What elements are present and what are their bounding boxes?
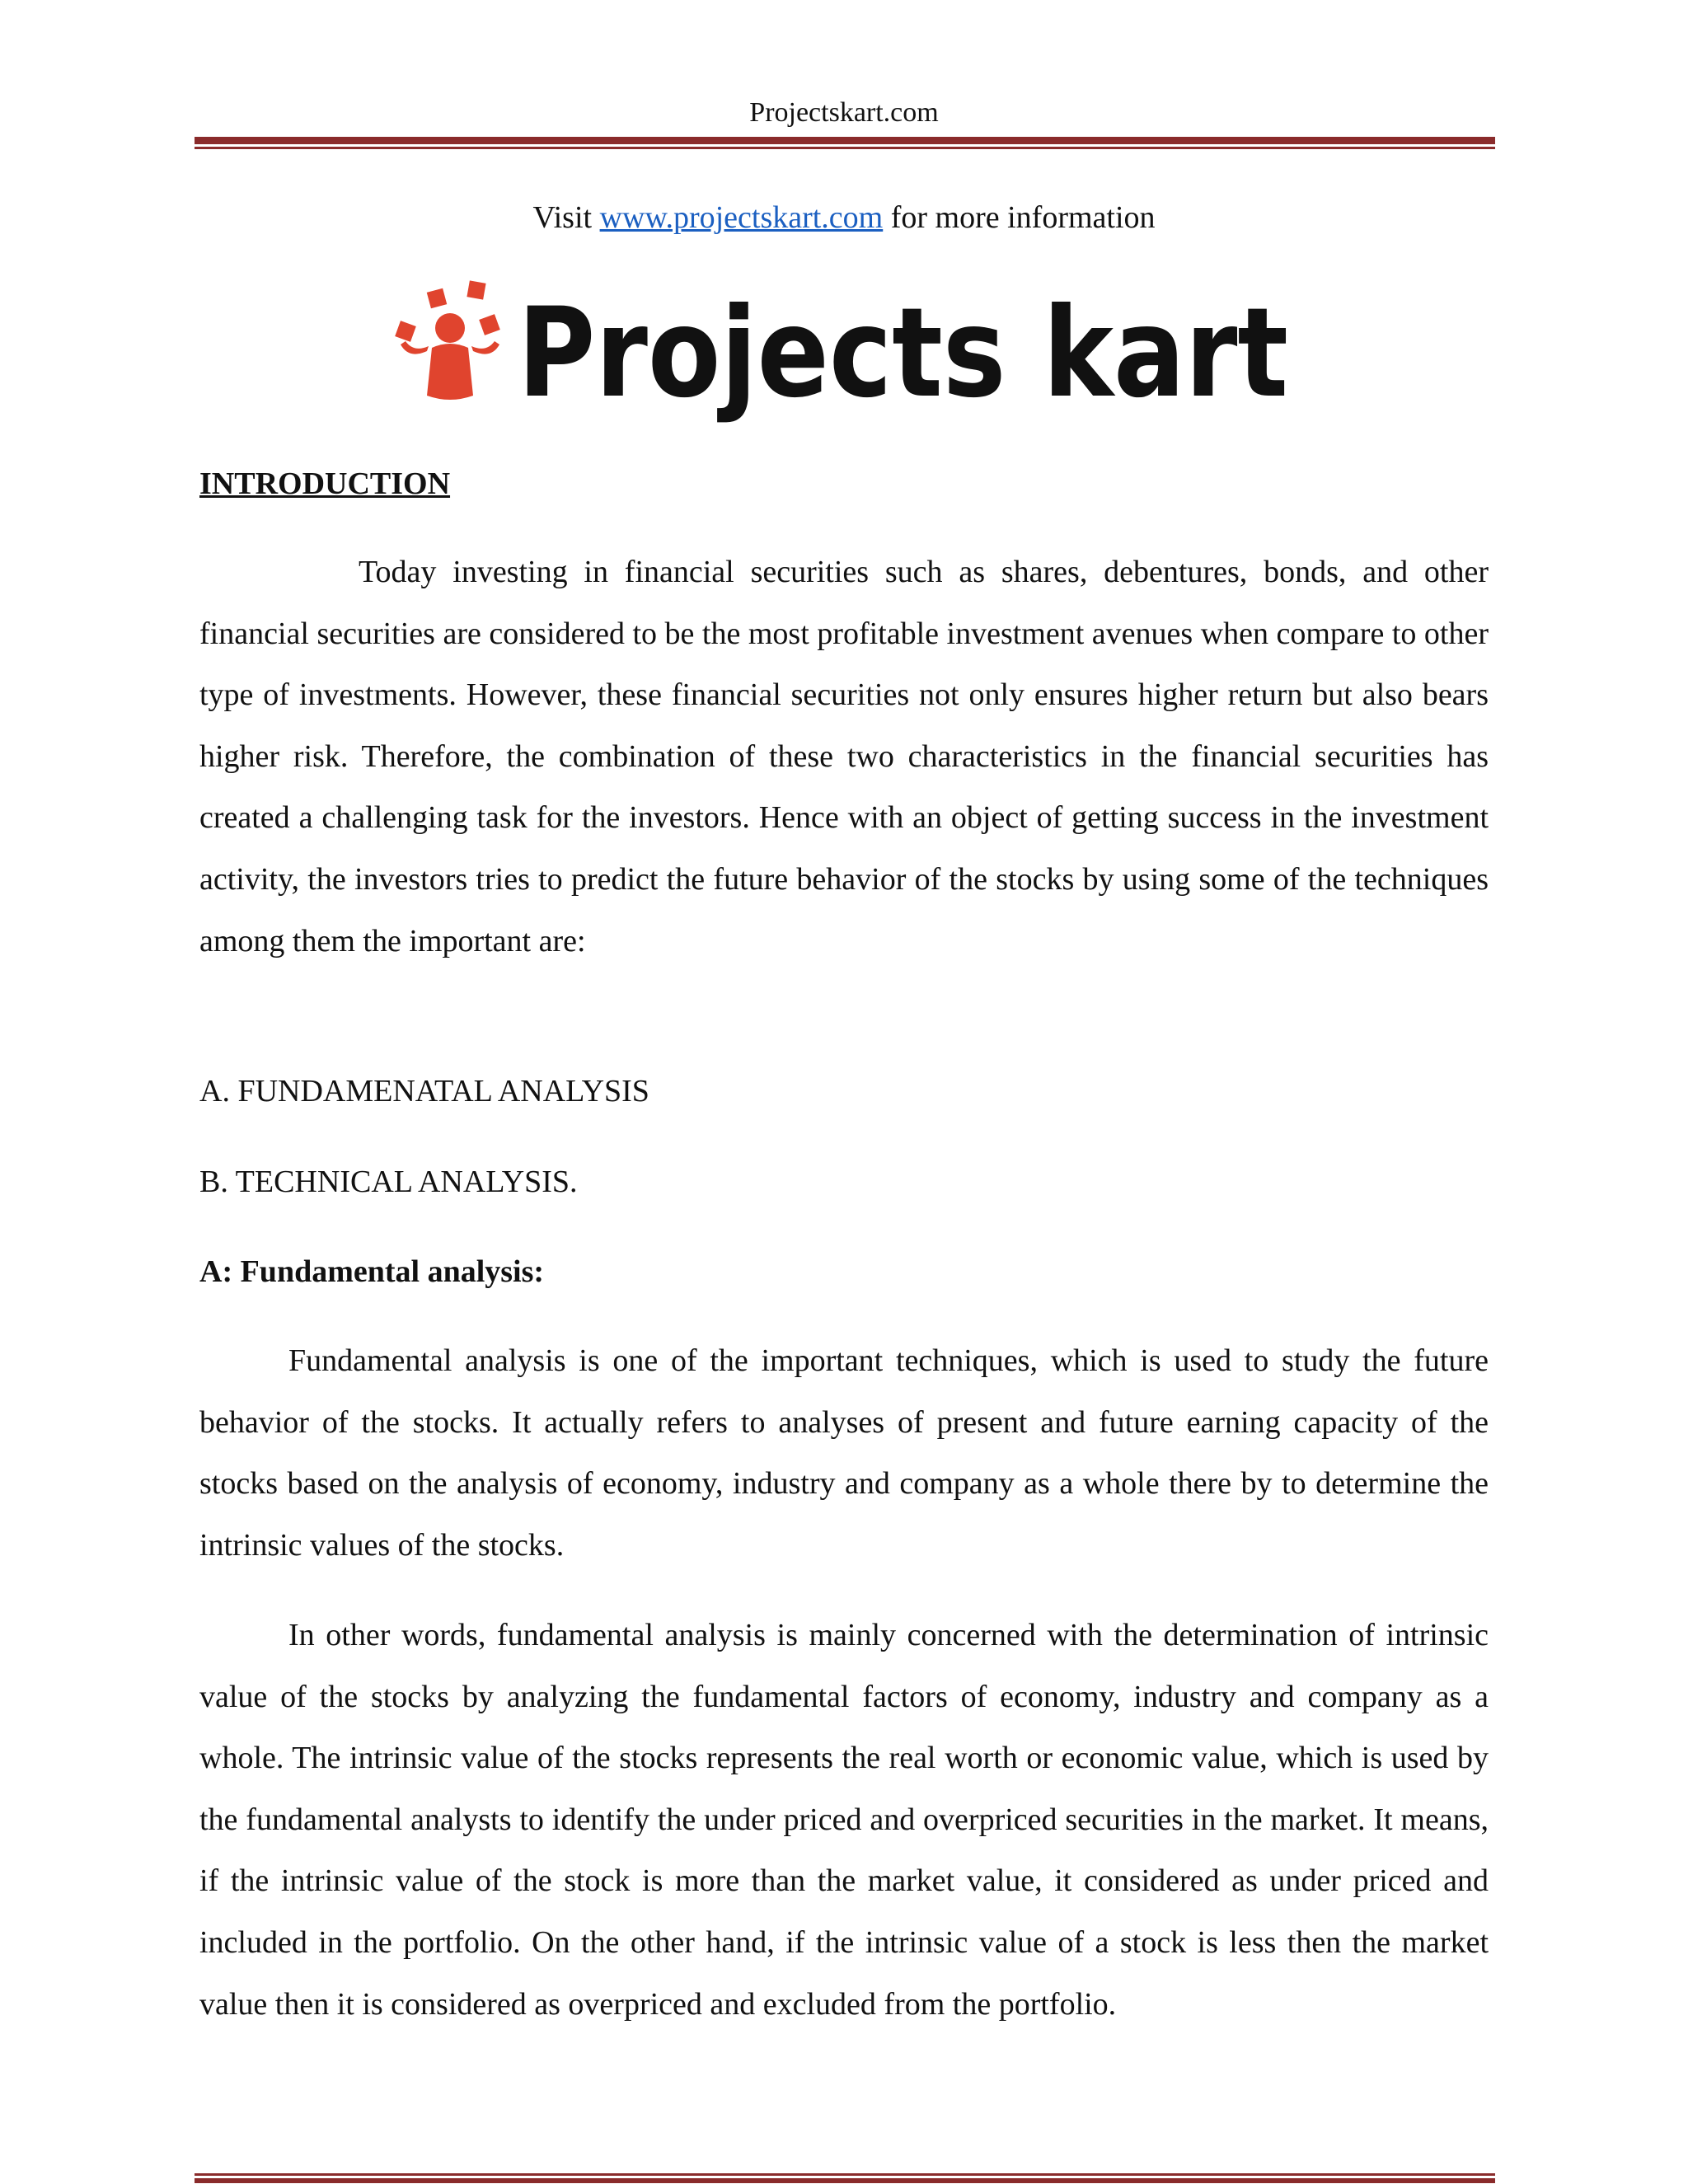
juggler-icon [395,280,500,400]
page-header-site: Projectskart.com [749,97,939,128]
header-rule [195,137,1495,149]
intro-paragraph-block [199,541,1489,972]
list-item-b: B. TECHNICAL ANALYSIS. [199,1165,578,1199]
item-b-block [199,1151,1489,1213]
projects-kart-logo [394,280,1301,425]
logo-wordmark: Projects kart [518,282,1288,425]
fa-paragraph-1-block [199,1330,1489,1576]
intro-heading: INTRODUCTION [199,466,451,501]
footer-rule [195,2173,1495,2183]
fa-paragraph-2-block [199,1605,1489,2035]
visit-line [0,199,1688,236]
fundamental-paragraph-2: In other words, fundamental analysis is mainly concerned with the determination of intrinsic value of the stocks by analyzing the fundamental factors of economy, industry and company as a whole. The intrinsic value of the stocks represents the real worth or economic value, which is used by the fundamental analysts to identify the under priced and overpriced securities in the market. It means, if the intrinsic value of the stock is more than the market value, it considered as under priced and included in the portfolio. On the other hand, if the intrinsic value of a stock is less then the market value then it is considered as overpriced and excluded from the portfolio. [199,1618,1489,2022]
fa-heading-block [199,1241,1489,1303]
intro-paragraph: Today investing in financial securities such as shares, debentures, bonds, and other financial securities are considered to be the most profitable investment avenues when compare to other type of investments. However, these financial securities not only ensures higher return but also bears higher risk. Therefore, the combination of these two characteristics in the financial securities has created a challenging task for the investors. Hence with an object of getting success in the investment activity, the investors tries to predict the future behavior of the stocks by using some of the techniques among them the important are: [199,555,1489,958]
intro-heading-block [199,453,1489,515]
fundamental-analysis-heading: A: Fundamental analysis: [199,1254,545,1289]
fundamental-paragraph-1: Fundamental analysis is one of the important techniques, which is used to study the future behavior of the stocks. It actually refers to analyses of present and future earning capacity of the stocks based on the analysis of economy, industry and company as a whole there by to determine the intrinsic values of the stocks. [199,1343,1489,1563]
website-link[interactable]: www.projectskart.com [599,200,884,235]
item-a-block [199,1061,1489,1122]
visit-suffix: for more information [883,200,1156,235]
list-item-a: A. FUNDAMENATAL ANALYSIS [199,1074,649,1108]
visit-prefix: Visit [532,200,600,235]
